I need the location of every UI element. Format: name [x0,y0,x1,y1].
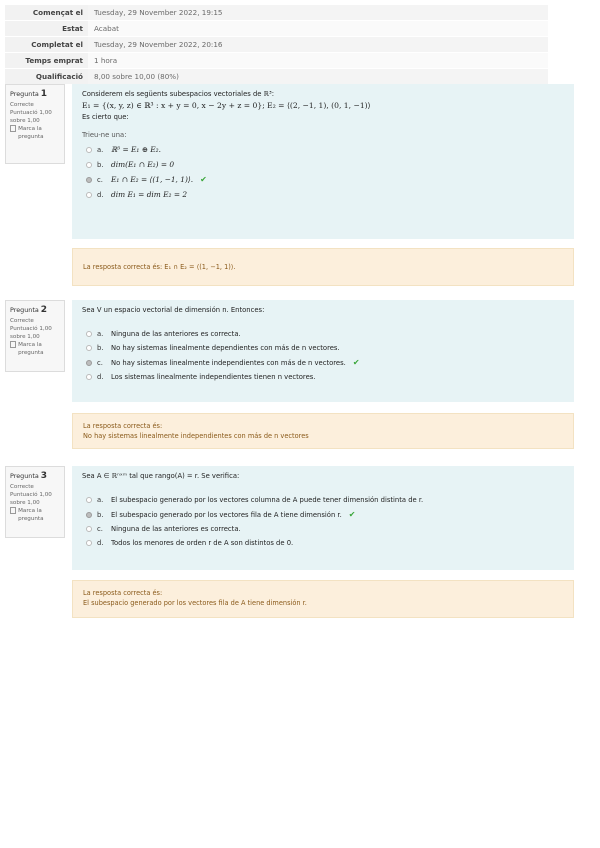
option-a[interactable]: a. Ninguna de las anteriores es correcta. [86,330,564,338]
radio-button[interactable] [86,526,92,532]
flag-icon [10,507,16,514]
checkmark-icon: ✔ [352,358,360,367]
question-content-1 [72,84,574,239]
summary-value: Tuesday, 29 November 2022, 20:16 [88,37,548,52]
option-b[interactable]: b. dim(E₁ ∩ E₂) = 0 [86,160,564,169]
question-content-2 [72,300,574,402]
feedback-text: La resposta correcta és: E₁ ∩ E₂ = ⟨(1, −1, 1)⟩. [83,263,236,271]
summary-label: Començat el [5,5,88,20]
option-a[interactable]: a. El subespacio generado por los vectores columna de A puede tener dimensión distinta de r. [86,496,564,504]
radio-button[interactable] [86,497,92,503]
question-number: Pregunta 1 [10,89,48,99]
feedback-1 [72,248,574,286]
flag-question-link[interactable]: Marca la pregunta [10,125,60,141]
summary-row-state [5,21,548,37]
flag-icon [10,125,16,132]
option-d[interactable]: d. Todos los menores de orden r de A son distintos de 0. [86,539,564,547]
question-text: Sea A ∈ ℝⁿˣᵐ tal que rango(A) = r. Se verifica: [82,472,240,480]
question-score: Puntuació 1,00 sobre 1,00 [10,492,52,507]
option-b[interactable]: b. No hay sistemas linealmente dependientes con más de n vectores. [86,344,564,352]
summary-row-started [5,5,548,21]
feedback-heading: La resposta correcta és: [83,422,163,430]
radio-button[interactable] [86,162,92,168]
checkmark-icon: ✔ [200,175,207,184]
feedback-text: El subespacio generado por los vectores fila de A tiene dimensión r. [83,599,307,607]
radio-button-selected[interactable] [86,360,92,366]
radio-button[interactable] [86,192,92,198]
summary-label: Temps emprat [5,53,88,68]
question-info-2 [5,300,65,372]
option-d[interactable]: d. dim E₁ = dim E₂ = 2 [86,190,564,199]
question-score: Puntuació 1,00 sobre 1,00 [10,326,52,341]
radio-button-selected[interactable] [86,512,92,518]
radio-button[interactable] [86,374,92,380]
summary-label: Qualificació [5,69,88,84]
radio-button-selected[interactable] [86,177,92,183]
option-c[interactable]: c. No hay sistemas linealmente independientes con más de n vectores. ✔ [86,358,564,367]
option-a[interactable]: a. ℝ³ = E₁ ⊕ E₂. [86,145,564,154]
summary-row-time [5,53,548,69]
option-c[interactable]: c. E₁ ∩ E₂ = ⟨(1, −1, 1)⟩. ✔ [86,175,564,184]
question-number: Pregunta 3 [10,471,48,481]
summary-value: 8,00 sobre 10,00 (80%) [88,69,548,84]
feedback-3 [72,580,574,618]
flag-question-link[interactable]: Marca la pregunta [10,341,60,357]
feedback-2 [72,413,574,449]
checkmark-icon: ✔ [348,510,356,519]
question-status: Correcte [10,484,34,491]
summary-value: Acabat [88,21,548,36]
radio-button[interactable] [86,147,92,153]
option-c[interactable]: c. Ninguna de las anteriores es correcta. [86,525,564,533]
flag-question-link[interactable]: Marca la pregunta [10,507,60,523]
summary-value: Tuesday, 29 November 2022, 19:15 [88,5,548,20]
option-b[interactable]: b. El subespacio generado por los vectores fila de A tiene dimensión r. ✔ [86,510,564,519]
question-content-3 [72,466,574,570]
question-text: Sea V un espacio vectorial de dimensión n. Entonces: [82,306,265,314]
question-number: Pregunta 2 [10,305,48,315]
question-status: Correcte [10,102,34,109]
feedback-heading: La resposta correcta és: [83,589,163,597]
summary-row-completed [5,37,548,53]
option-d[interactable]: d. Los sistemas linealmente independientes tienen n vectores. [86,373,564,381]
question-status: Correcte [10,318,34,325]
summary-label: Completat el [5,37,88,52]
radio-button[interactable] [86,540,92,546]
choose-one-label: Trieu-ne una: [82,131,127,139]
question-formula: E₁ = {(x, y, z) ∈ ℝ³ : x + y = 0, x − 2y + z = 0}; E₂ = ⟨(2, −1, 1), (0, 1, −1)⟩ [82,101,371,110]
question-info-3 [5,466,65,538]
question-text: Considerem els següents subespacios vectoriales de ℝ³: [82,90,275,98]
flag-icon [10,341,16,348]
summary-row-grade [5,69,548,85]
radio-button[interactable] [86,331,92,337]
summary-label: Estat [5,21,88,36]
attempt-summary [5,5,548,85]
feedback-text: No hay sistemas linealmente independientes con más de n vectores [83,432,309,440]
question-score: Puntuació 1,00 sobre 1,00 [10,110,52,125]
question-prompt: Es cierto que: [82,113,129,121]
radio-button[interactable] [86,345,92,351]
summary-value: 1 hora [88,53,548,68]
question-info-1 [5,84,65,164]
